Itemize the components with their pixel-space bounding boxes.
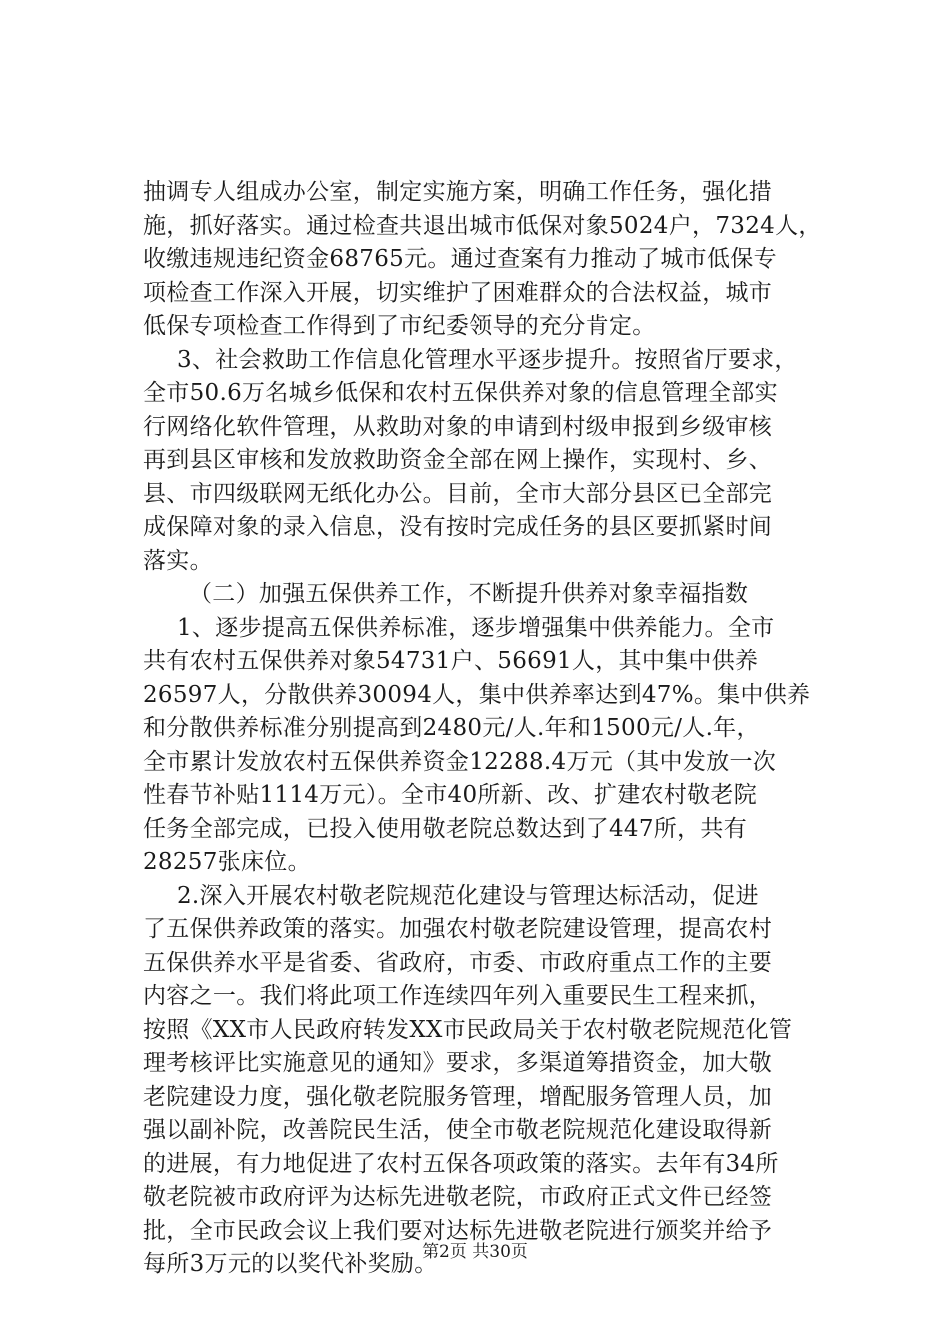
text-line: 全市50.6万名城乡低保和农村五保供养对象的信息管理全部实 xyxy=(143,380,778,406)
text-line: 行网络化软件管理，从救助对象的申请到村级申报到乡级审核 xyxy=(143,413,773,440)
page-number-footer: 第2页 共30页 xyxy=(422,1242,528,1262)
document-body xyxy=(143,176,843,1282)
text-line: 共有农村五保供养对象54731户、56691人，其中集中供养 xyxy=(143,648,759,674)
text-line: 收缴违规违纪资金68765元。通过查案有力推动了城市低保专 xyxy=(143,246,777,272)
text-line: 成保障对象的录入信息，没有按时完成任务的县区要抓紧时间 xyxy=(143,514,773,540)
text-line: 每所3万元的以奖代补奖励。 xyxy=(143,1251,438,1277)
text-line: 五保供养水平是省委、省政府，市委、市政府重点工作的主要 xyxy=(143,949,773,976)
text-line: 老院建设力度，强化敬老院服务管理，增配服务管理人员，加 xyxy=(143,1083,773,1110)
text-line: 按照《XX市人民政府转发XX市民政局关于农村敬老院规范化管 xyxy=(143,1016,793,1043)
text-line: 再到县区审核和发放救助资金全部在网上操作，实现村、乡、 xyxy=(143,447,773,473)
text-line: 抽调专人组成办公室，制定实施方案，明确工作任务，强化措 xyxy=(143,179,773,205)
paragraph-start-line: 3、社会救助工作信息化管理水平逐步提升。按照省厅要求， xyxy=(177,346,798,373)
text-line: 施，抓好落实。通过检查共退出城市低保对象5024户，7324人， xyxy=(143,212,822,239)
text-line: 全市累计发放农村五保供养资金12288.4万元（其中发放一次 xyxy=(143,748,777,775)
text-line: 了五保供养政策的落实。加强农村敬老院建设管理，提高农村 xyxy=(143,916,773,942)
paragraph-start-line: 2.深入开展农村敬老院规范化建设与管理达标活动，促进 xyxy=(177,882,759,909)
text-line: 内容之一。我们将此项工作连续四年列入重要民生工程来抓， xyxy=(143,983,773,1009)
text-line: 敬老院被市政府评为达标先进敬老院，市政府正式文件已经签 xyxy=(143,1184,773,1210)
paragraph-start-line: 1、逐步提高五保供养标准，逐步增强集中供养能力。全市 xyxy=(177,614,775,641)
text-line: 县、市四级联网无纸化办公。目前，全市大部分县区已全部完 xyxy=(143,480,773,507)
text-line: 任务全部完成，已投入使用敬老院总数达到了447所，共有 xyxy=(143,815,747,842)
text-line: 理考核评比实施意见的通知》要求，多渠道筹措资金，加大敬 xyxy=(143,1050,773,1076)
text-line: 的进展，有力地促进了农村五保各项政策的落实。去年有34所 xyxy=(143,1150,779,1177)
text-line: 28257张床位。 xyxy=(143,849,311,875)
text-line: 低保专项检查工作得到了市纪委领导的充分肯定。 xyxy=(143,313,656,339)
text-line: 落实。 xyxy=(143,547,213,574)
text-line: 强以副补院，改善院民生活，使全市敬老院规范化建设取得新 xyxy=(143,1117,773,1143)
section-heading: （二）加强五保供养工作，不断提升供养对象幸福指数 xyxy=(189,581,749,607)
text-line: 26597人，分散供养30094人，集中供养率达到47%。集中供养 xyxy=(143,681,811,708)
text-line: 性春节补贴1114万元）。全市40所新、改、扩建农村敬老院 xyxy=(143,782,757,808)
text-line: 和分散供养标准分别提高到2480元/人.年和1500元/人.年， xyxy=(143,715,760,741)
text-line: 批，全市民政会议上我们要对达标先进敬老院进行颁奖并给予 xyxy=(143,1217,773,1244)
text-line: 项检查工作深入开展，切实维护了困难群众的合法权益，城市 xyxy=(143,279,773,306)
